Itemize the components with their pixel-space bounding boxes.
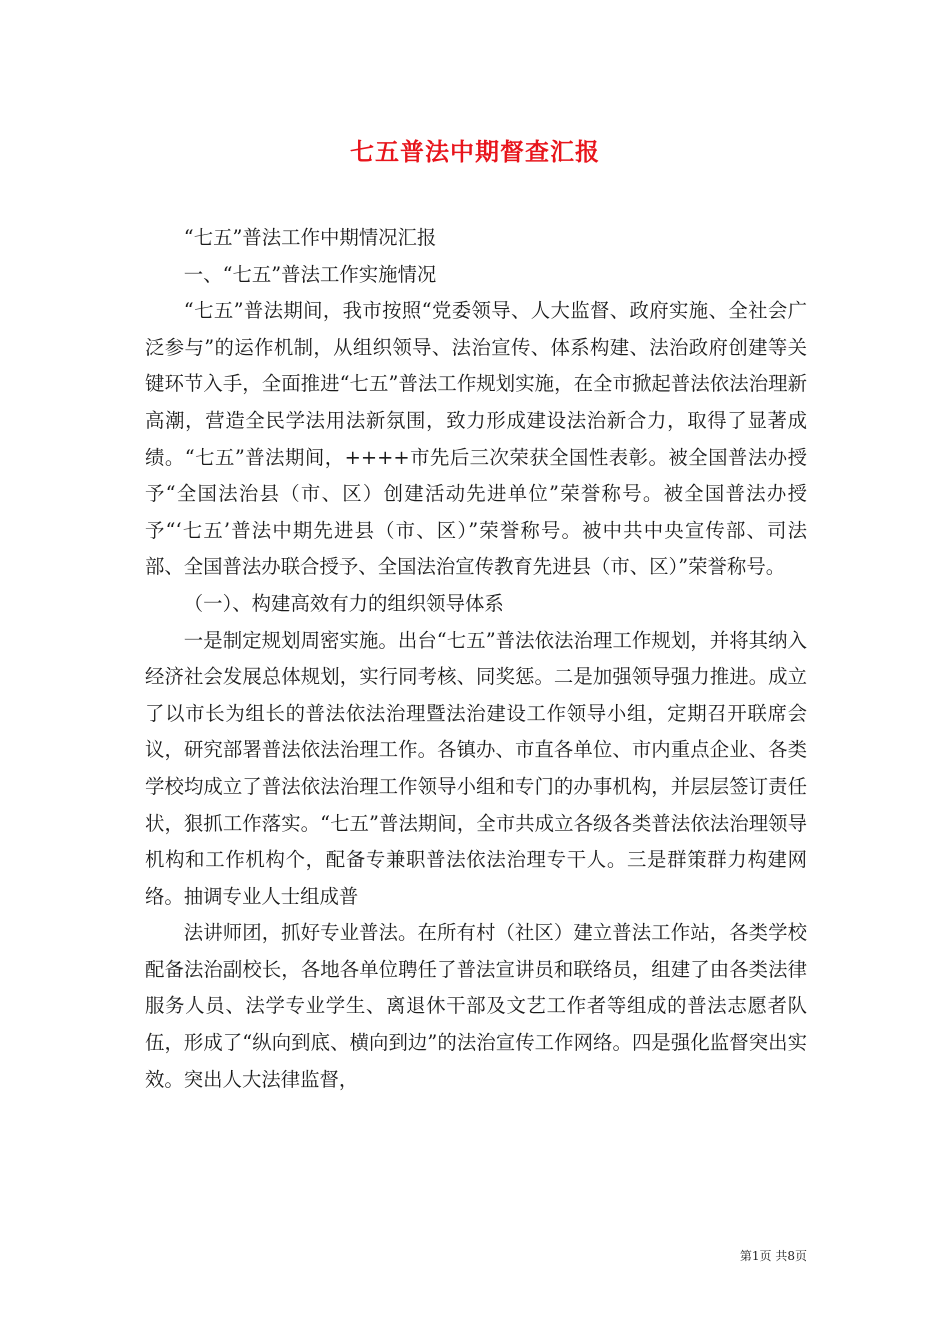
document-title: 七五普法中期督查汇报 bbox=[350, 137, 600, 166]
document-body bbox=[145, 220, 807, 1098]
paragraph-network: 法讲师团，抓好专业普法。在所有村（社区）建立普法工作站，各类学校配备法治副校长，各地各单位聘任了普法宣讲员和联络员，组建了由各类法律服务人员、法学专业学生、离退休干部及文艺工作者等组成的普法志愿者队伍，形成了“纵向到底、横向到边”的法治宣传工作网络。四是强化监督突出实效。突出人大法律监督， bbox=[145, 921, 807, 1091]
paragraph-overview: “七五”普法期间，我市按照“党委领导、人大监督、政府实施、全社会广泛参与”的运作机制，从组织领导、法治宣传、体系构建、法治政府创建等关键环节入手，全面推进“七五”普法工作规划实施，在全市掀起普法依法治理新高潮，营造全民学法用法新氛围，致力形成建设法治新合力，取得了显著成绩。“七五”普法期间，++++市先后三次荣获全国性表彰。被全国普法办授予“全国法治县（市、区）创建活动先进单位”荣誉称号。被全国普法办授予“‘七五’普法中期先进县（市、区）”荣誉称号。被中共中央宣传部、司法部、全国普法办联合授予、全国法治宣传教育先进县（市、区）”荣誉称号。 bbox=[145, 299, 807, 579]
section-heading-1: 一、“七五”普法工作实施情况 bbox=[183, 262, 437, 286]
paragraph-organization: 一是制定规划周密实施。出台“七五”普法依法治理工作规划，并将其纳入经济社会发展总体规划，实行同考核、同奖惩。二是加强领导强力推进。成立了以市长为组长的普法依法治理暨法治建设工作领导小组，定期召开联席会议，研究部署普法依法治理工作。各镇办、市直各单位、市内重点企业、各类学校均成立了普法依法治理工作领导小组和专门的办事机构，并层层签订责任状，狠抓工作落实。“七五”普法期间，全市共成立各级各类普法依法治理领导机构和工作机构个，配备专兼职普法依法治理专干人。三是群策群力构建网络。抽调专业人士组成普 bbox=[145, 628, 807, 908]
section-heading-1-1: （一）、构建高效有力的组织领导体系 bbox=[183, 591, 504, 615]
report-subtitle: “七五”普法工作中期情况汇报 bbox=[183, 226, 437, 249]
page-footer: 第1页 共8页 bbox=[739, 1249, 807, 1263]
